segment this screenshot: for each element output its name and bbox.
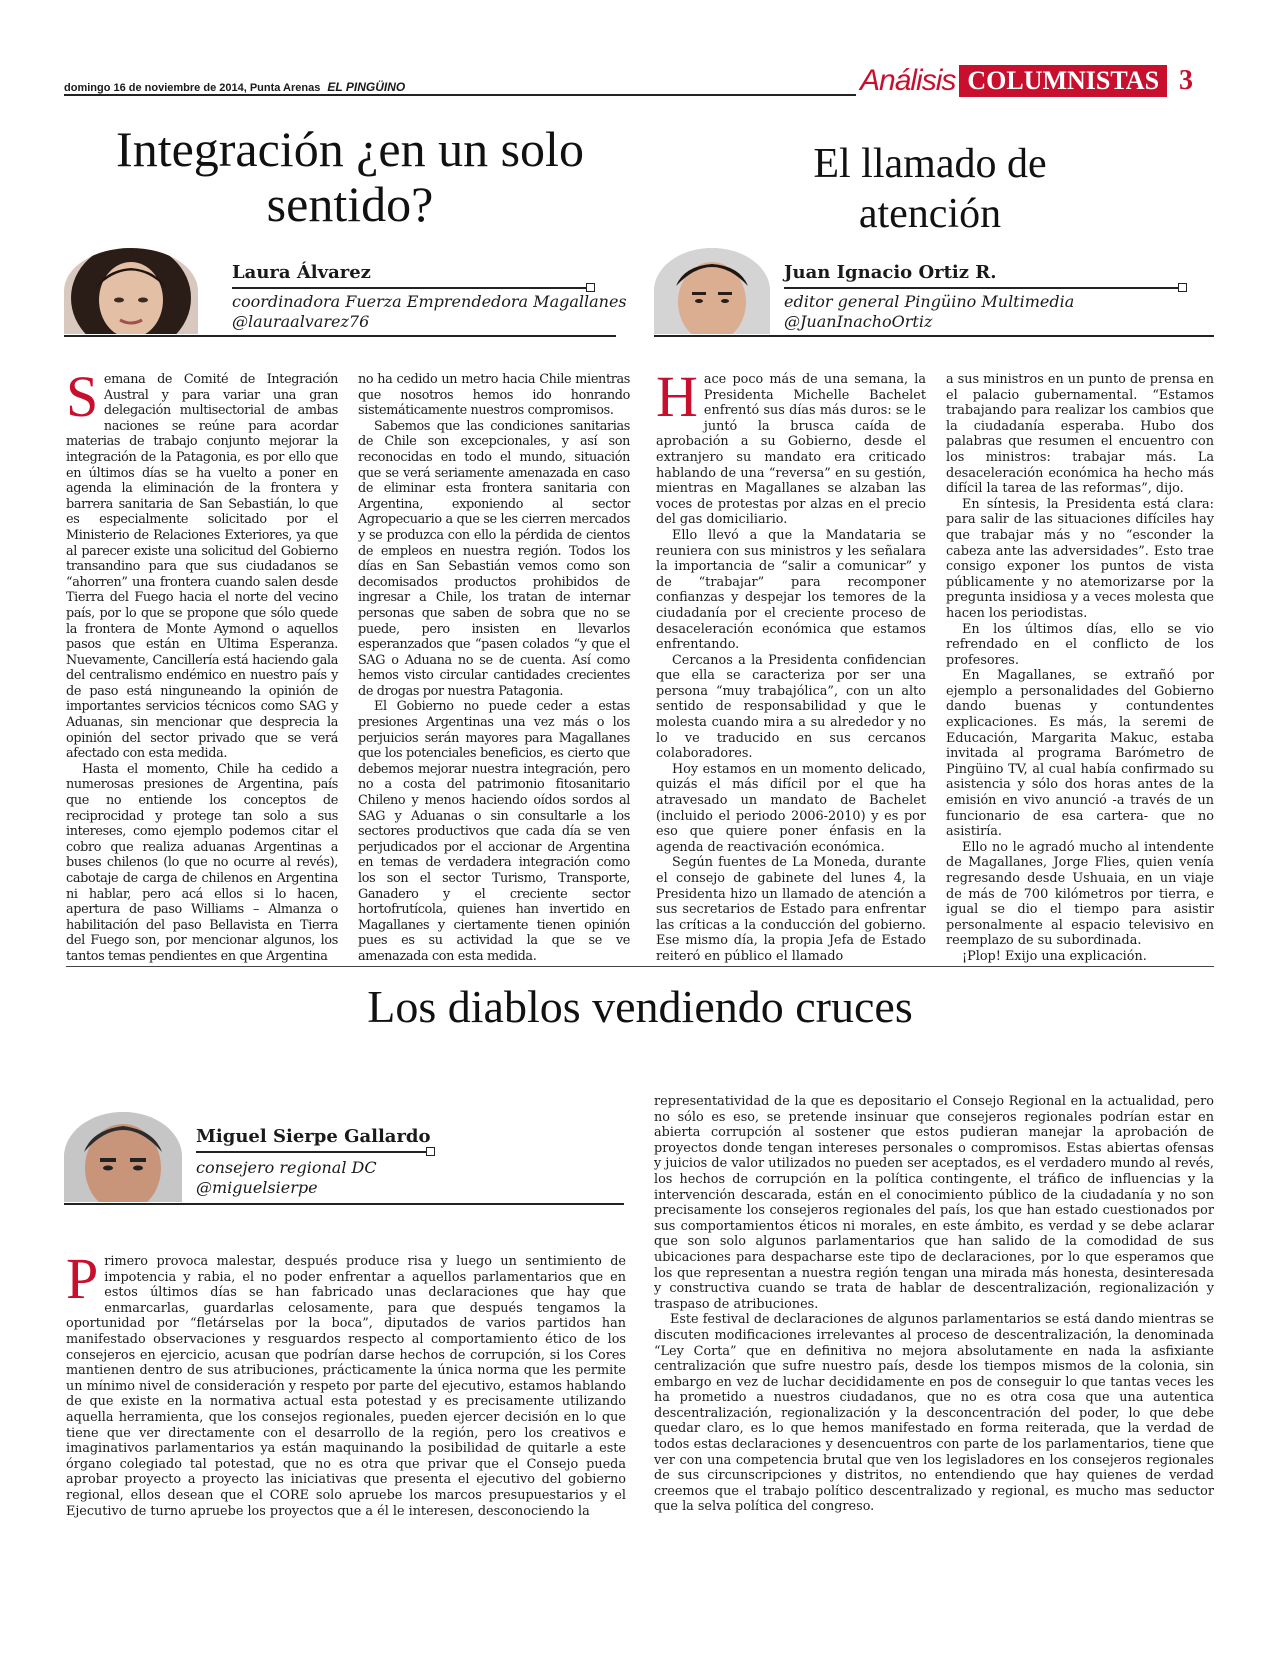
header-rule (64, 94, 856, 96)
article2-paragraph: En síntesis, la Presidenta está clara: para salir de las situaciones difíciles hay que trabajar más y no “esconder la cabeza ante las adversidades”. Esto trae consigo exponer los puntos de vista públicamente y no atemorizarse por la pregunta insidiosa y a veces molesta que hacen los periodistas. (946, 496, 1214, 621)
section-divider (66, 966, 1214, 967)
article2-paragraph: Ello no le agradó mucho al intendente de Magallanes, Jorge Flies, quien venía regresando desde Ushuaia, en un viaje de más de 700 kilómetros por tierra, e igual se dio el tiempo para asistir personalmente al espacio televisivo en reemplazo de su subordinada. (946, 839, 1214, 949)
article2-column-1 (656, 364, 926, 965)
article3-author-photo (64, 1112, 182, 1202)
article2-paragraph: ¡Plop! Exijo una explicación. (962, 948, 1147, 964)
article2-headline: El llamado de atención (813, 141, 1047, 237)
dateline-text: domingo 16 de noviembre de 2014, Punta Arenas (64, 82, 321, 94)
category-label: COLUMNISTAS (959, 65, 1167, 97)
portrait-man-icon (64, 1112, 182, 1202)
article1-photo-rule (64, 335, 616, 337)
article3-author-role: consejero regional DC (196, 1158, 377, 1177)
portrait-woman-icon (64, 248, 198, 334)
article1-headline: Integración ¿en un solo sentido? (116, 121, 584, 232)
article3-paragraph: Primero provoca malestar, después produce risa y luego un sentimiento de impotencia y rabia, el no poder enfrentar a aquellos parlamentarios que en estos últimos días se han fabricado unas declaraciones que hay que enmarcarlas, guardarlas celosamente, para que después tengamos la oportunidad por “fletárselas por la boca”, diputados de varios partidos han manifestado observaciones y resguardos respecto al comportamiento ético de los consejeros en ejercicio, acusan que podrían darse hechos de corrupción, si los Cores mantienen dentro de sus atribuciones, prácticamente la única norma que les permite un mínimo nivel de consideración y respeto por parte del ejecutivo, estamos hablando de que existe en la normativa actual esta potestad y es precisamente utilizando aquella herramienta, que los consejos regionales, pueden ejercer decisión en lo que tiene que ver directamente con el desarrollo de la región, pero los creativos e imaginativos parlamentarios ya están maquinando la posibilidad de quitarle a este órgano colegiado tal potestad, que no es otra que privar que el Consejo pueda aprobar proyecto a proyecto las iniciativas que presenta el ejecutivo del gobierno regional, ellos desean que el CORE solo apruebe los marcos presupuestarios y el Ejecutivo de turno apruebe los proyectos que a él le interesen, desconociendo la (66, 1246, 626, 1519)
article1-author-rule (232, 287, 588, 289)
article1-author-name: Laura Álvarez (232, 262, 371, 283)
article1-paragraph: Semana de Comité de Integración Austral y para variar una gran delegación multisectorial de ambas naciones se reúne para acordar materias de trabajo conjunto mejorar la integración de la Patagonia, es por ello que en últimos días se ha vuelto a poner en agenda la eliminación de la frontera y barrera sanitaria de San Sebastián, lo que es especialmente solicitado por el Ministerio de Relaciones Exteriores, ya que al parecer existe una solicitud del Gobierno transandino para que sus ciudadanos se “ahorren” una frontera cuando salen desde Tierra del Fuego hacia el norte del vecino país, por lo que se propone que sólo quede la frontera de Monte Aymond o aquellos pasos que están en Ultima Esperanza. Nuevamente, Cancillería está haciendo gala del centralismo endémico en nuestro país y de paso está ninguneando la opinión de importantes servicios técnicos como SAG y Aduanas, sin mencionar que desprecia la opinión del sector privado que se verá afectado con esta medida. (66, 364, 338, 762)
dateline (64, 80, 405, 94)
article2-dropcap: H (656, 364, 698, 429)
section-label: Análisis (860, 64, 956, 97)
article2-author-name: Juan Ignacio Ortiz R. (784, 262, 997, 283)
article1-rule-end (586, 283, 595, 292)
article2-paragraph: En los últimos días, ello se vio refrendado en el conflicto de los profesores. (946, 621, 1214, 668)
portrait-man-icon (654, 248, 770, 334)
article3-author-handle: @miguelsierpe (196, 1178, 318, 1197)
article1-author-photo (64, 248, 198, 334)
article1-column-2 (358, 372, 630, 965)
article3-rule-end (426, 1147, 435, 1156)
article2-paragraph: Ello llevó a que la Mandataria se reuniera con sus ministros y les señalara la importancia de “salir a comunicar” y de “trabajar” para recomponer confianzas y despejar los temores de la ciudadanía por el creciente proceso de desaceleración económica que estamos enfrentando. (656, 527, 926, 653)
page-number: 3 (1179, 65, 1194, 96)
article2-paragraph: Hoy estamos en un momento delicado, quizás el más difícil por el que ha atravesado un mandato de Bachelet (incluido el periodo 2006-2010) y es por eso que quiere poner énfasis en la agenda de reactivación económica. (656, 761, 926, 855)
article1-column-1 (66, 364, 338, 965)
article3-paragraph: Este festival de declaraciones de algunos parlamentarios se está dando mientras se discuten modificaciones irrelevantes al proceso de descentralización, la denominada “Ley Corta” que en definitiva no mejora absolutamente en nada la asfixiante centralización que sufre nuestro país, desde los tiempos mismos de la colonia, sin embargo en vez de luchar decididamente en pos de conseguir lo que tantas veces les ha prometido a nuestros ciudadanos, que no es otra cosa que una autentica descentralización, regionalización y la desconcentración del poder, lo que debe quedar claro, es lo que hemos manifestado en forma reiterada, que la verdad de todos estas declaraciones y desencuentros con parte de los parlamentarios, tiene que ver con una competencia brutal que ven los legisladores en los consejeros regionales de sus circunscripciones y distritos, no entendiendo que hay quienes de verdad creemos que el trabajo político descentralizado y regional, es mucho mas seductor que la selva política del congreso. (654, 1312, 1214, 1515)
article2-photo-rule (654, 335, 1214, 337)
article2-author-handle: @JuanInachoOrtiz (784, 312, 933, 331)
article3-author-rule (196, 1151, 428, 1153)
article3-headline: Los diablos vendiendo cruces (367, 981, 913, 1032)
publication-name: EL PINGÜINO (327, 80, 406, 94)
article2-paragraph: Cercanos a la Presidenta confidencian que ella se caracteriza por ser una persona “muy trabajólica”, con un alto sentido de responsabilidad y que le molesta cuando mira a su alrededor y no lo ve traducido en sus cercanos colaboradores. (656, 652, 926, 762)
article1-dropcap: S (66, 364, 98, 429)
article3-column-2 (654, 1094, 1214, 1515)
article3-paragraph: representatividad de la que es depositario el Consejo Regional en la actualidad, pero no sólo es eso, se pretende insinuar que consejeros regionales podrían estar en abierta corrupción al sostener que estos pudieran manejar la aprobación de proyectos donde tengan intereses personales o compromisos. Estas abiertas ofensas y juicios de valor utilizados no pueden ser aceptados, es el verdadero mundo al revés, los hechos de corrupción en la política contingente, el tráfico de influencias y la intervención descarada, están en el conocimiento público de la ciudadanía y no son precisamente los consejeros regionales del país, los que han estado cuestionados por sus comportamientos éticos ni morales, en este ámbito, es verdad y se debe aclarar que son solo algunos parlamentarios que han salido de la comodidad de sus ubicaciones para despacharse este tipo de declaraciones, por lo que esperamos que los que representan a nuestra región tengan una mirada más honesta, desinteresada y constructiva cuando se trata de hablar de descentralización, regionalización y traspaso de atribuciones. (654, 1094, 1214, 1312)
article3-column-1 (66, 1246, 626, 1519)
section-header (860, 64, 1193, 98)
article2-author-role: editor general Pingüino Multimedia (784, 292, 1075, 311)
article2-paragraph: Según fuentes de La Moneda, durante el consejo de gabinete del lunes 4, la Presidenta hizo un llamado de atención a sus secretarios de Estado para enfrentar las críticas a la conducción del gobierno. Ese mismo día, la propia Jefa de Estado reiteró en público el llamado (656, 855, 926, 964)
article1-author-handle: @lauraalvarez76 (232, 312, 370, 331)
article1-author-role: coordinadora Fuerza Emprendedora Magallanes (232, 292, 627, 311)
article2-author-rule (784, 287, 1180, 289)
article3-photo-rule (64, 1203, 624, 1205)
article1-paragraph: El Gobierno no puede ceder a estas presiones Argentinas una vez más o los perjuicios serán mayores para Magallanes que los potenciales beneficios, es cierto que debemos mejorar nuestra integración, pero no a costa del patrimonio fitosanitario Chileno y menos haciendo oídos sordos al SAG y Aduanas o sin consultarle a los sectores productivos que cada día se ven perjudicados por el accionar de Argentina en temas de verdadera integración como los son el sector Turismo, Transporte, Ganadero y el creciente sector hortofrutícola, quienes han invertido en Magallanes y ciertamente tienen opinión pues es su actividad la que se ve amenazada con esta medida. (358, 699, 630, 964)
article2-author-photo (654, 248, 770, 334)
article2-rule-end (1178, 283, 1187, 292)
article1-paragraph: Sabemos que las condiciones sanitarias de Chile son excepcionales, y así son reconocidas en todo el mundo, situación que se verá seriamente amenazada en caso de eliminar esta frontera sanitaria con Argentina, exponiendo al sector Agropecuario a que se les cierren mercados y se produzca con ello la pérdida de cientos de empleos en nuestra región. Todos los días en San Sebastián vemos como son decomisados productos prohibidos de ingresar a Chile, los tratan de internar personas que saben de sobra que no se puede, pero insisten en llevarlos esperanzados que “pasen colados “y que el SAG o Aduana no se de cuenta. Así como hemos visto circular cantidades crecientes de drogas por nuestra Patagonia. (358, 418, 630, 699)
article2-paragraph: Hace poco más de una semana, la Presidenta Michelle Bachelet enfrentó sus días más duros: se le juntó la brusca caída de aprobación a su Gobierno, desde el extranjero su mandato era criticado hablando de una “reversa” en su gestión, mientras en Magallanes se alzaban las voces de protestas por alzas en el precio del gas domiciliario. (656, 364, 926, 528)
article1-paragraph: no ha cedido un metro hacia Chile mientras que nosotros hemos ido honrando sistemáticamente nuestros compromisos. (358, 372, 630, 419)
article2-paragraph: a sus ministros en un punto de prensa en el palacio gubernamental. “Estamos trabajando para realizar los cambios que la ciudadanía esperaba. Hubo dos palabras que resumen el encuentro con los ministros: trabajar más. La desaceleración económica ha hecho más difícil la tarea de las reformas”, dijo. (946, 372, 1214, 497)
article2-paragraph: En Magallanes, se extrañó por ejemplo a personalidades del Gobierno dando buenas y contundentes explicaciones. Es más, la seremi de Educación, Margarita Makuc, estaba invitada al programa Barómetro de Pingüino TV, al cual había confirmado su asistencia y sólo dos horas antes de la emisión en vivo anunció -a través de un funcionario de esa cartera- que no asistiría. (946, 668, 1214, 840)
article1-paragraph: Hasta el momento, Chile ha cedido a numerosas presiones de Argentina, país que no entiende los conceptos de reciprocidad y protege tan solo a sus intereses, como ejemplo podemos citar el cobro que realiza aduanas Argentinas a buses chilenos (lo que no ocurre al revés), cabotaje de carga de chilenos en Argentina ni hablar, pero acá ellos si lo hacen, apertura de paso Williams – Almanza o habilitación del paso Bellavista en Tierra del Fuego son, por mencionar algunos, los tantos temas pendientes en que Argentina (66, 761, 338, 964)
article3-dropcap: P (66, 1246, 99, 1311)
article2-column-2 (946, 372, 1214, 965)
article3-author-name: Miguel Sierpe Gallardo (196, 1126, 431, 1147)
